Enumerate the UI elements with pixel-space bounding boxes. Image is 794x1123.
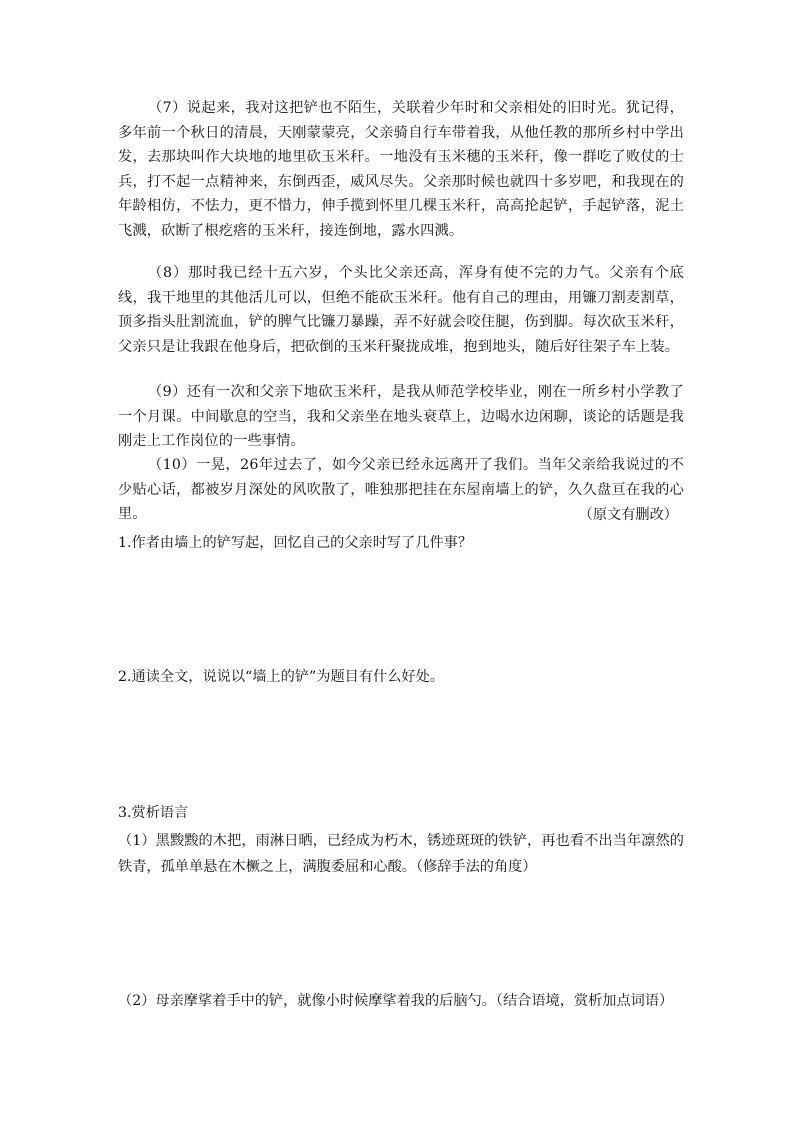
article-paragraph-9: （9）还有一次和父亲下地砍玉米秆，是我从师范学校毕业，刚在一所乡村小学教了一个月课。中间歇息的空当，我和父亲坐在地头衰草上，边喝水边闲聊，谈论的话题是我刚走上工作岗位的一些事情。 — [118, 384, 684, 450]
question-3-2: （2）母亲摩挲着手中的铲，就像小时候摩挲着我的后脑勺。（结合语境，赏析加点词语） — [118, 993, 674, 1009]
article-paragraph-8: （8）那时我已经十五六岁，个头比父亲还高，浑身有使不完的力气。父亲有个底线，我干地里的其他活儿可以，但绝不能砍玉米秆。他有自己的理由，用镰刀割麦割草，顶多指头肚割流血，铲的脾气比镰刀暴躁，弄不好就会咬住腿，伤到脚。每次砍玉米秆，父亲只是让我跟在他身后，把砍倒的玉米秆聚拢成堆，抱到地头，随后好往架子车上装。 — [118, 265, 684, 355]
question-2: 2.通读全文，说说以“墙上的铲”为题目有什么好处。 — [118, 669, 444, 685]
question-3-1: （1）黑黢黢的木把，雨淋日晒，已经成为朽木，锈迹斑斑的铁铲，再也看不出当年凛然的铁青，孤单单悬在木橛之上，满腹委屈和心酸。（修辞手法的角度） — [118, 833, 684, 875]
article-paragraph-10: （10）一晃，26年过去了，如今父亲已经永远离开了我们。当年父亲给我说过的不少贴心话，都被岁月深处的风吹散了，唯独那把挂在东屋南墙上的铲，久久盘亘在我的心里。 — [118, 457, 684, 523]
article-paragraph-7: （7）说起来，我对这把铲也不陌生，关联着少年时和父亲相处的旧时光。犹记得，多年前一个秋日的清晨，天刚蒙蒙亮，父亲骑自行车带着我，从他任教的那所乡村中学出发，去那块叫作大块地的地里砍玉米秆。一地没有玉米穗的玉米秆，像一群吃了败仗的士兵，打不起一点精神来，东倒西歪，威风尽失。父亲那时候也就四十多岁吧，和我现在的年龄相仿，不怯力，更不惜力，伸手揽到怀里几棵玉米秆，高高抡起铲，手起铲落，泥土飞溅，砍断了根疙瘩的玉米秆，接连倒地，露水四溅。 — [118, 100, 684, 239]
question-3: 3.赏析语言 — [118, 805, 189, 821]
source-note: （原文有删改） — [578, 507, 678, 523]
question-1: 1.作者由墙上的铲写起，回忆自己的父亲时写了几件事？ — [118, 535, 473, 551]
